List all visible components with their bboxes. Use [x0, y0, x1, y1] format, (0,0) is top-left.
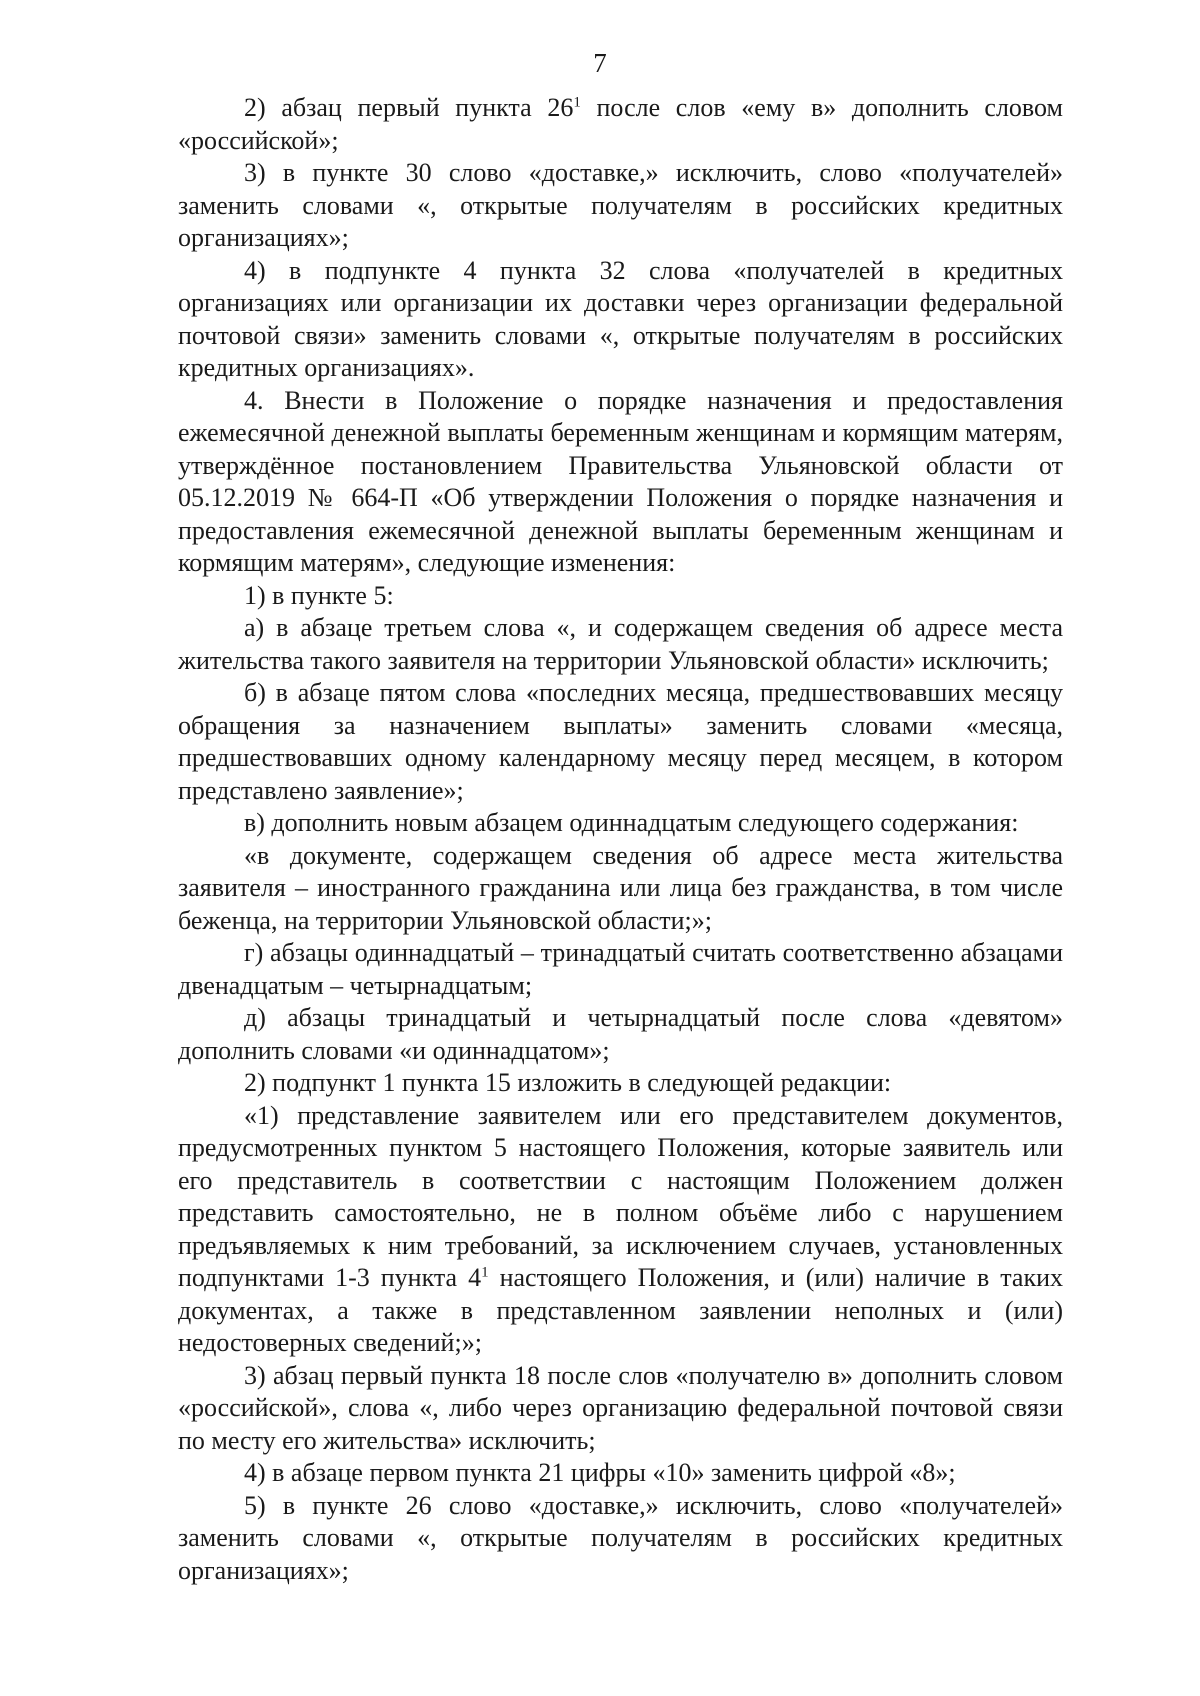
paragraph-text: после слов «ему в» дополнить словом «российской»;: [178, 93, 1063, 155]
paragraph: а) в абзаце третьем слова «, и содержащем сведения об адресе места жительства такого заявителя на территории Ульяновской области» исключить;: [178, 613, 1063, 675]
paragraph: 4. Внести в Положение о порядке назначения и предоставления ежемесячной денежной выплаты беременным женщинам и кормящим матерям, утверждённое постановлением Правительства Ульяновской области от 05.12.2019 № 664-П «Об утверждении Положения о порядке назначения и предоставления ежемесячной денежной выплаты беременным женщинам и кормящим матерям», следующие изменения:: [178, 385, 1063, 577]
paragraph: 5) в пункте 26 слово «доставке,» исключить, слово «получателей» заменить словами «, открытые получателям в российских кредитных организациях»;: [178, 1490, 1063, 1585]
paragraph: 4) в абзаце первом пункта 21 цифры «10» заменить цифрой «8»;: [244, 1458, 956, 1487]
paragraph: г) абзацы одиннадцатый – тринадцатый считать соответственно абзацами двенадцатым – четырнадцатым;: [178, 938, 1063, 1000]
paragraph: д) абзацы тринадцатый и четырнадцатый после слова «девятом» дополнить словами «и одиннадцатом»;: [178, 1003, 1063, 1065]
superscript: 1: [481, 1264, 489, 1281]
paragraph: [178, 1100, 1063, 1360]
paragraph: [178, 92, 1063, 157]
paragraph: 3) абзац первый пункта 18 после слов «получателю в» дополнить словом «российской», слова «, либо через организацию федеральной почтовой связи по месту его жительства» исключить;: [178, 1360, 1063, 1455]
paragraph-text: «1) представление заявителем или его представителем документов, предусмотренных пунктом 5 настоящего Положения, которые заявитель или его представитель в соответствии с настоящим Положением должен представить самостоятельно, не в полном объёме либо с нарушением предъявляемых к ним требований, за исключением случаев, установленных подпунктами 1-3 пункта 4: [178, 1100, 1063, 1292]
paragraph: «в документе, содержащем сведения об адресе места жительства заявителя – иностранного гражданина или лица без гражданства, в том числе беженца, на территории Ульяновской области;»;: [178, 840, 1063, 935]
page-number: 7: [593, 48, 607, 78]
paragraph: 4) в подпункте 4 пункта 32 слова «получателей в кредитных организациях или организации их доставки через организации федеральной почтовой связи» заменить словами «, открытые получателям в российских кредитных организациях».: [178, 255, 1063, 382]
paragraph: 1) в пункте 5:: [244, 580, 394, 610]
paragraph-text: 2) абзац первый пункта 26: [244, 93, 574, 122]
document-body: [178, 92, 1063, 1587]
paragraph: б) в абзаце пятом слова «последних месяца, предшествовавших месяцу обращения за назначением выплаты» заменить словами «месяца, предшествовавших одному календарному месяцу перед месяцем, в котором представлено заявление»;: [178, 678, 1063, 805]
paragraph-text: настоящего Положения, и (или) наличие в таких документах, а также в представленном заявлении неполных и (или) недостоверных сведений;»;: [178, 1263, 1064, 1357]
paragraph: в) дополнить новым абзацем одиннадцатым следующего содержания:: [244, 808, 1019, 837]
superscript: 1: [573, 94, 581, 111]
paragraph: 3) в пункте 30 слово «доставке,» исключить, слово «получателей» заменить словами «, открытые получателям в российских кредитных организациях»;: [178, 158, 1063, 252]
paragraph: 2) подпункт 1 пункта 15 изложить в следующей редакции:: [244, 1068, 892, 1097]
